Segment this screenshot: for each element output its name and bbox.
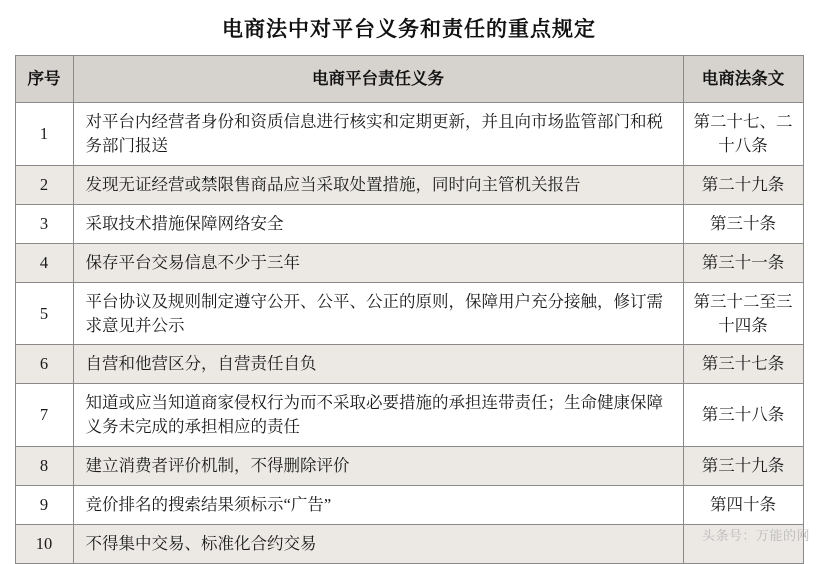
cell-duty: 知道或应当知道商家侵权行为而不采取必要措施的承担连带责任；生命健康保障义务未完成的承担相应的责任 xyxy=(73,384,683,447)
table-row xyxy=(15,204,803,243)
cell-no: 9 xyxy=(15,486,73,525)
cell-no: 5 xyxy=(15,282,73,345)
cell-duty: 平台协议及规则制定遵守公开、公平、公正的原则，保障用户充分接触，修订需求意见并公示 xyxy=(73,282,683,345)
table-row xyxy=(15,243,803,282)
table-header xyxy=(15,56,803,103)
cell-law: 第三十八条 xyxy=(683,384,803,447)
cell-law: 第三十二至三十四条 xyxy=(683,282,803,345)
table-row xyxy=(15,103,803,166)
cell-duty: 不得集中交易、标准化合约交易 xyxy=(73,525,683,564)
table-row xyxy=(15,282,803,345)
column-header-no: 序号 xyxy=(15,56,73,103)
cell-law: 第三十七条 xyxy=(683,345,803,384)
cell-law: 第二十七、二十八条 xyxy=(683,103,803,166)
watermark: 头条号：万能的网 xyxy=(701,528,810,543)
cell-duty: 自营和他营区分，自营责任自负 xyxy=(73,345,683,384)
cell-law: 第四十条 xyxy=(683,486,803,525)
cell-no: 7 xyxy=(15,384,73,447)
page-title: 电商法中对平台义务和责任的重点规定 xyxy=(222,17,596,41)
column-header-law: 电商法条文 xyxy=(683,56,803,103)
table-row xyxy=(15,165,803,204)
cell-duty: 对平台内经营者身份和资质信息进行核实和定期更新，并且向市场监管部门和税务部门报送 xyxy=(73,103,683,166)
cell-law: 第三十一条 xyxy=(683,243,803,282)
table-row xyxy=(15,447,803,486)
cell-duty: 竞价排名的搜索结果须标示“广告” xyxy=(73,486,683,525)
cell-no: 8 xyxy=(15,447,73,486)
cell-duty: 保存平台交易信息不少于三年 xyxy=(73,243,683,282)
cell-no: 3 xyxy=(15,204,73,243)
cell-no: 6 xyxy=(15,345,73,384)
table-row xyxy=(15,486,803,525)
cell-duty: 采取技术措施保障网络安全 xyxy=(73,204,683,243)
table-row xyxy=(15,384,803,447)
cell-no: 10 xyxy=(15,525,73,564)
cell-law: 第二十九条 xyxy=(683,165,803,204)
table-body xyxy=(15,103,803,564)
cell-law: 第三十九条 xyxy=(683,447,803,486)
cell-no: 1 xyxy=(15,103,73,166)
cell-no: 4 xyxy=(15,243,73,282)
regulations-table xyxy=(15,55,804,564)
cell-no: 2 xyxy=(15,165,73,204)
column-header-duty: 电商平台责任义务 xyxy=(73,56,683,103)
cell-duty: 建立消费者评价机制，不得删除评价 xyxy=(73,447,683,486)
table-row xyxy=(15,345,803,384)
cell-law: 第三十条 xyxy=(683,204,803,243)
table-header-row xyxy=(15,56,803,103)
cell-duty: 发现无证经营或禁限售商品应当采取处置措施，同时向主管机关报告 xyxy=(73,165,683,204)
table-row xyxy=(15,525,803,564)
